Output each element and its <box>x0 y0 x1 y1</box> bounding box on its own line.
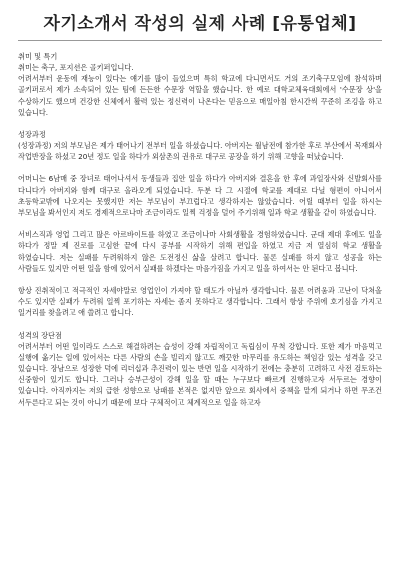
section-heading: 성격의 장단점 <box>18 330 62 340</box>
paragraph-gap <box>18 162 382 173</box>
paragraph: 항상 진취적이고 적극적인 자세야말로 영업인이 가져야 할 태도가 아닐까 생각합니다. 물론 어려움과 고난이 닥쳐올 수도 있지만 실패가 두려워 일찍 포기하는 자세는 좀지 못하다고 생각합니다. 그래서 항상 주위에 호기심을 가지고 일거리를 찾을려고 애 쓸려고 합니다. <box>18 286 382 318</box>
section-gap <box>18 319 382 330</box>
paragraph-gap <box>18 274 382 285</box>
section-heading: 취미 및 특기 <box>18 52 58 61</box>
section-heading: 성장과정 <box>18 130 46 140</box>
paragraph-gap <box>18 218 382 229</box>
section-upbringing <box>18 129 382 319</box>
paragraph: (성장과정) 저의 부모님은 제가 태어나기 전부터 일을 하셨습니다. 아버지는 월남전에 참가한 후로 부산에서 목재회사 작업반장을 하셨고 20년 정도 일을 하다가 외삼촌의 권유로 대구로 공장을 하기 위해 고향을 떠났습니다. <box>18 141 382 162</box>
paragraph: 어머니는 6남매 중 장녀로 태어나셔서 동생들과 집안 일을 하다가 아버지와 결혼을 한 후에 과일장사와 신발회사를 다니다가 아버지와 함께 대구로 올라오게 되었습니다. 두분 다 그 시절에 학교를 제대로 다닐 형편이 아니어서 초등학교밖에 나오지는 못했지만 저는 부모님이 부끄럽다고 생각하지는 않았습니다. 어릴 때부터 일을 하시는 부모님을 봐서인지 저도 경제적으로나마 조금이라도 일찍 걱정을 덜어 주기위해 일과 학교 생활을 같이 하였습니다. <box>18 174 382 218</box>
paragraph: 서비스직과 영업 그리고 많은 아르바이트를 하였고 조금이나마 사회생활을 경험하였습니다. 군대 제대 후에도 일을 하다가 정말 제 진로를 고심한 끝에 다시 공부를 시작하기 위해 편입을 하였고 지금 저 열심히 학교 생활을 하였습니다. 저는 실패를 두려워하지 않은 도전정신 삶을 살려고 합니다. 물론 실패를 하지 않고 성공을 하는 사람들도 있지만 어떤 일을 함에 있어서 실패를 하겠다는 마음가짐을 가지고 일을 하여서는 안 된다고 봅니다. <box>18 230 382 273</box>
paragraph: 취미는 축구, 포지션은 골키퍼입니다. <box>18 63 134 72</box>
paragraph: 어려서부터 어떤 일이라도 스스로 해결하려는 습성이 강해 자립적이고 독립심이 무척 강합니다. 또한 제가 마음먹고 실행에 옮기는 일에 있어서는 다른 사람의 손을 빌리지 않고도 깨끗한 마무리를 유도하는 책임감 있는 성격을 갖고 있습니다. 장남으로 성장한 덕에 리더십과 추진력이 있는 반면 일을 시작하기 전에는 충분히 고려하고 사전 검토하는 신중함이 있기도 합니다. 그러나 승부근성이 강해 일을 할 때는 누구보다 빠르게 진행하고자 서두르는 경향이 있습니다. 아직까지는 저의 급한 성향으로 낭패를 본적은 없지만 앞으로 회사에서 중책을 맡게 되거나 하면 무조건 서두른다고 되는 것이 아니기 때문에 보다 구체적이고 체계적으로 일을 하고자 <box>18 341 382 407</box>
title-divider <box>18 40 382 41</box>
section-personality <box>18 330 382 408</box>
section-gap <box>18 118 382 129</box>
section-hobbies <box>18 51 382 118</box>
paragraph: 어려서부터 운동에 재능이 있다는 얘기를 많이 들었으며 특히 학교에 다니면서도 거의 조기축구모임에 참석하며 골키퍼로서 제가 소속되어 있는 팀에 든든한 수문장 역할을 했습니다. 한 예로 대학교체육대회에서 '수문장 상'을 수상하기도 했으며 건강한 신체에서 활력 있는 정신력이 나온다는 믿음으로 매일아침 한시간씩 꾸준히 조깅을 하고 있습니다. <box>18 74 382 117</box>
document-title: 자기소개서 작성의 실제 사례 [유통업체] <box>43 14 357 34</box>
